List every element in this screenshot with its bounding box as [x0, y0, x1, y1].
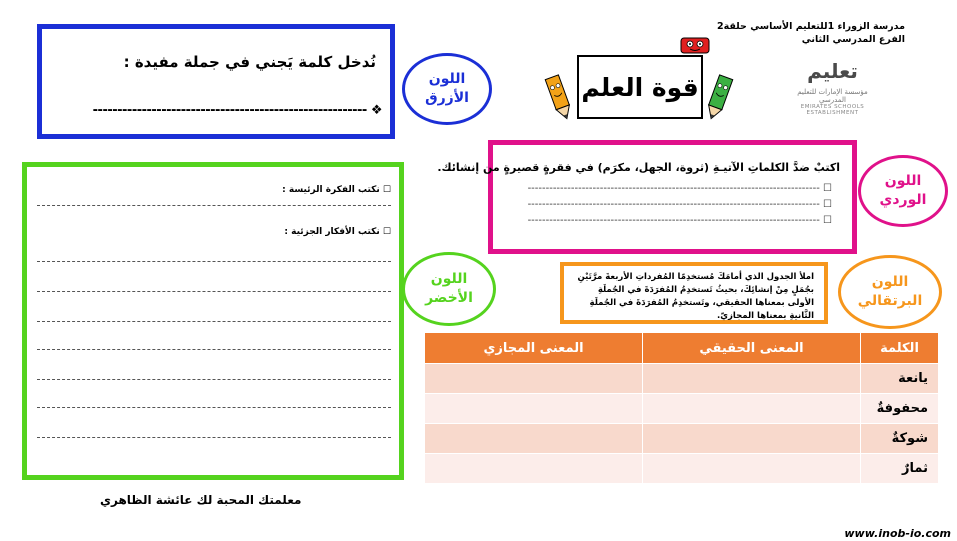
page-title: قوة العلم [577, 55, 703, 119]
column-header-figurative-meaning: المعنى المجازي [425, 333, 643, 364]
logo-subtitle: مؤسسة الإمارات للتعليم المدرسي [797, 88, 868, 104]
pink-task-box [437, 140, 857, 254]
answer-dashes: -------------------------------------------------------- [92, 103, 367, 118]
word-cell: يانعة [861, 364, 939, 394]
diamond-bullet-icon: ❖ [370, 103, 382, 118]
answer-line[interactable] [37, 349, 391, 350]
answer-line[interactable] [37, 321, 391, 322]
figurative-meaning-cell[interactable] [425, 424, 643, 454]
cartoon-face-icon [678, 34, 712, 56]
checkbox-icon[interactable]: ☐ [823, 215, 832, 226]
column-header-real-meaning: المعنى الحقيقي [643, 333, 861, 364]
table-header-row [425, 333, 939, 364]
answer-dashes: --------------------------------------------------------------------------------- [527, 215, 820, 226]
logo-subtitle-en: EMIRATES SCHOOLS ESTABLISHMENT [800, 104, 865, 116]
column-header-word: الكلمة [861, 333, 939, 364]
ministry-logo [790, 58, 875, 130]
table-row [425, 454, 939, 484]
blue-color-label: اللون الأزرق [402, 53, 492, 125]
main-idea-text: نكتب الفكرة الرئيسة : [282, 185, 380, 195]
green-task-box [22, 162, 404, 480]
real-meaning-cell[interactable] [643, 364, 861, 394]
pencil-character-icon [540, 72, 578, 122]
orange-color-label: اللون البرتقالي [838, 255, 942, 329]
answer-line[interactable] [37, 205, 391, 206]
pink-color-label: اللون الوردي [858, 155, 948, 227]
real-meaning-cell[interactable] [643, 424, 861, 454]
main-idea-label [282, 185, 391, 195]
school-header [695, 20, 905, 46]
table-row [425, 364, 939, 394]
figurative-meaning-cell[interactable] [425, 454, 643, 484]
logo-wordmark: تعليم [807, 59, 858, 83]
pink-answer-line[interactable] [528, 183, 832, 194]
school-name: مدرسة الزوراء 1للتعليم الأساسي حلقة2 [716, 21, 905, 32]
word-cell: محفوفةٌ [861, 394, 939, 424]
sub-ideas-label [284, 227, 391, 237]
orange-task-prompt: املأ الجدول الذي أمامَكَ مُستخدِمًا المُفرداتِ الأربعةَ مرَّتَيْنِ بجُمَلٍ مِنْ إنشائِكَ، بحيثُ تَستخدِمُ المُفرَدَةَ في الجُملَةِ الأولى بمعناها الحقيقي، وتَستخدِمُ المُفرَدَةَ في الجُملَةِ الثَّانيةِ بمعناها المجازيّ. [577, 272, 814, 321]
real-meaning-cell[interactable] [643, 454, 861, 484]
school-branch: الفرع المدرسي الثاني [801, 34, 905, 45]
figurative-meaning-cell[interactable] [425, 364, 643, 394]
vocabulary-table [424, 332, 939, 484]
pencil-character-icon [700, 72, 738, 122]
teacher-signature: معلمتك المحبة لك عائشة الظاهري [100, 493, 302, 507]
word-cell: ثمارٌ [861, 454, 939, 484]
blue-task-prompt: نُدخل كلمة يَجني في جملة مفيدة : [123, 53, 376, 71]
orange-task-box [560, 262, 828, 324]
checkbox-icon[interactable]: ☐ [382, 227, 391, 237]
checkbox-icon[interactable]: ☐ [823, 199, 832, 210]
sub-ideas-text: نكتب الأفكار الجزئية : [284, 227, 380, 237]
figurative-meaning-cell[interactable] [425, 394, 643, 424]
word-cell: شوكةٌ [861, 424, 939, 454]
table-row [425, 394, 939, 424]
answer-line[interactable] [37, 261, 391, 262]
table-row [425, 424, 939, 454]
green-color-label: اللون الأخضر [402, 252, 496, 326]
answer-line[interactable] [37, 407, 391, 408]
answer-line[interactable] [37, 379, 391, 380]
answer-dashes: --------------------------------------------------------------------------------- [527, 183, 820, 194]
checkbox-icon[interactable]: ☐ [382, 185, 391, 195]
blue-answer-line[interactable] [93, 103, 382, 118]
website-link[interactable]: www.inob-io.com [844, 527, 951, 540]
blue-task-box [37, 24, 395, 139]
checkbox-icon[interactable]: ☐ [823, 183, 832, 194]
real-meaning-cell[interactable] [643, 394, 861, 424]
answer-dashes: --------------------------------------------------------------------------------- [527, 199, 820, 210]
pink-task-prompt: اكتبْ ضدَّ الكلماتِ الآتيـةِ (ثروة، الجهل، مكرَم) في فقرةٍ قصيرةٍ من إنشائك. [437, 161, 840, 174]
pink-answer-line[interactable] [528, 215, 832, 226]
pink-answer-line[interactable] [528, 199, 832, 210]
answer-line[interactable] [37, 291, 391, 292]
answer-line[interactable] [37, 437, 391, 438]
